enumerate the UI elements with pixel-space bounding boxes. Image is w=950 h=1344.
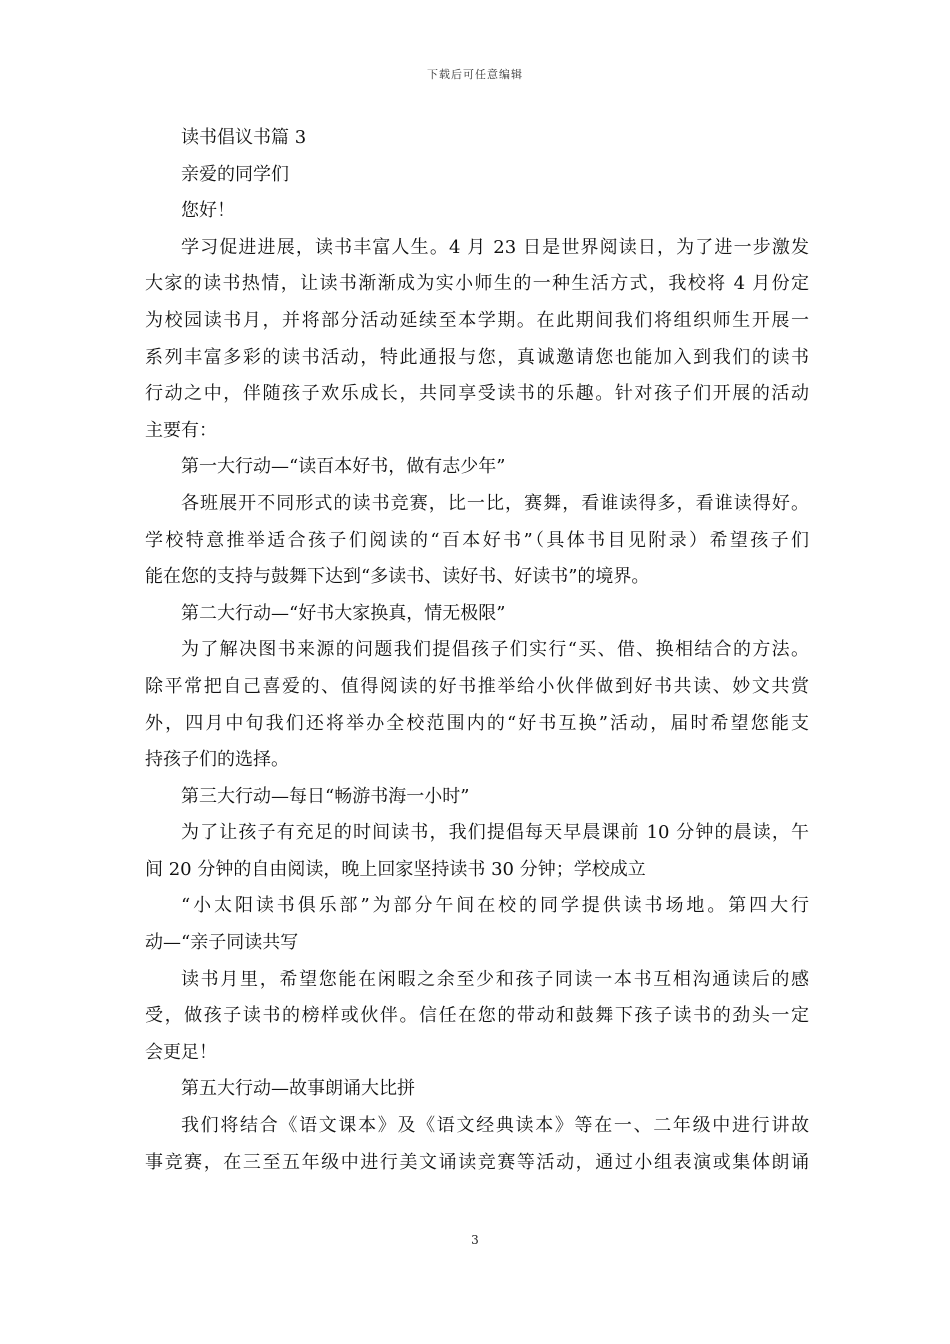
text-line: “小太阳读书俱乐部”为部分午间在校的同学提供读书场地。第四大行 [181, 895, 809, 917]
text-line: 您好！ [181, 200, 235, 222]
text-line: 学习促进进展，读书丰富人生。4 月 23 日是世界阅读日，为了进一步激发 [181, 236, 809, 258]
text-line: 系列丰富多彩的读书活动，特此通报与您，真诚邀请您也能加入到我们的读书 [145, 346, 809, 368]
text-line: 第五大行动—故事朗诵大比拼 [181, 1078, 415, 1100]
text-line: 第一大行动—“读百本好书，做有志少年” [181, 456, 506, 478]
text-line: 动—“亲子同读共写 [145, 932, 299, 954]
text-line: 为了让孩子有充足的时间读书，我们提倡每天早晨课前 10 分钟的晨读，午 [181, 822, 809, 844]
text-line: 读书倡议书篇 3 [181, 127, 307, 148]
text-line: 行动之中，伴随孩子欢乐成长，共同享受读书的乐趣。针对孩子们开展的活动 [145, 383, 809, 405]
text-line: 第二大行动—“好书大家换真，情无极限” [181, 602, 506, 624]
text-line: 为校园读书月，并将部分活动延续至本学期。在此期间我们将组织师生开展一 [145, 309, 809, 331]
text-line: 会更足！ [145, 1041, 217, 1063]
text-line: 主要有： [145, 419, 217, 441]
text-line: 受，做孩子读书的榜样或伙伴。信任在您的带动和鼓舞下孩子读书的劲头一定 [145, 1005, 809, 1027]
text-line: 外，四月中旬我们还将举办全校范围内的“好书互换”活动，届时希望您能支 [145, 712, 809, 734]
document-body [145, 120, 809, 1181]
page-number: 3 [471, 1233, 479, 1247]
page-header: 下载后可任意编辑 [427, 68, 523, 81]
text-line: 能在您的支持与鼓舞下达到“多读书、读好书、好读书”的境界。 [145, 566, 650, 588]
text-line: 除平常把自己喜爱的、值得阅读的好书推举给小伙伴做到好书共读、妙文共赏 [145, 675, 809, 697]
text-line: 亲爱的同学们 [181, 163, 289, 185]
text-line: 各班展开不同形式的读书竞赛，比一比，赛舞，看谁读得多，看谁读得好。 [181, 492, 809, 514]
text-line: 事竞赛，在三至五年级中进行美文诵读竞赛等活动，通过小组表演或集体朗诵 [145, 1151, 809, 1173]
text-line: 我们将结合《语文课本》及《语文经典读本》等在一、二年级中进行讲故 [181, 1115, 809, 1137]
text-line: 大家的读书热情，让读书渐渐成为实小师生的一种生活方式，我校将 4 月份定 [145, 273, 809, 295]
text-line: 读书月里，希望您能在闲暇之余至少和孩子同读一本书互相沟通读后的感 [181, 968, 809, 990]
text-line: 学校特意推举适合孩子们阅读的“百本好书”（具体书目见附录）希望孩子们 [145, 529, 809, 551]
text-line: 间 20 分钟的自由阅读，晚上回家坚持读书 30 分钟；学校成立 [145, 858, 646, 880]
text-line: 第三大行动—每日“畅游书海一小时” [181, 785, 470, 807]
text-line: 持孩子们的选择。 [145, 749, 289, 771]
text-line: 为了解决图书来源的问题我们提倡孩子们实行“买、借、换相结合的方法。 [181, 639, 809, 661]
